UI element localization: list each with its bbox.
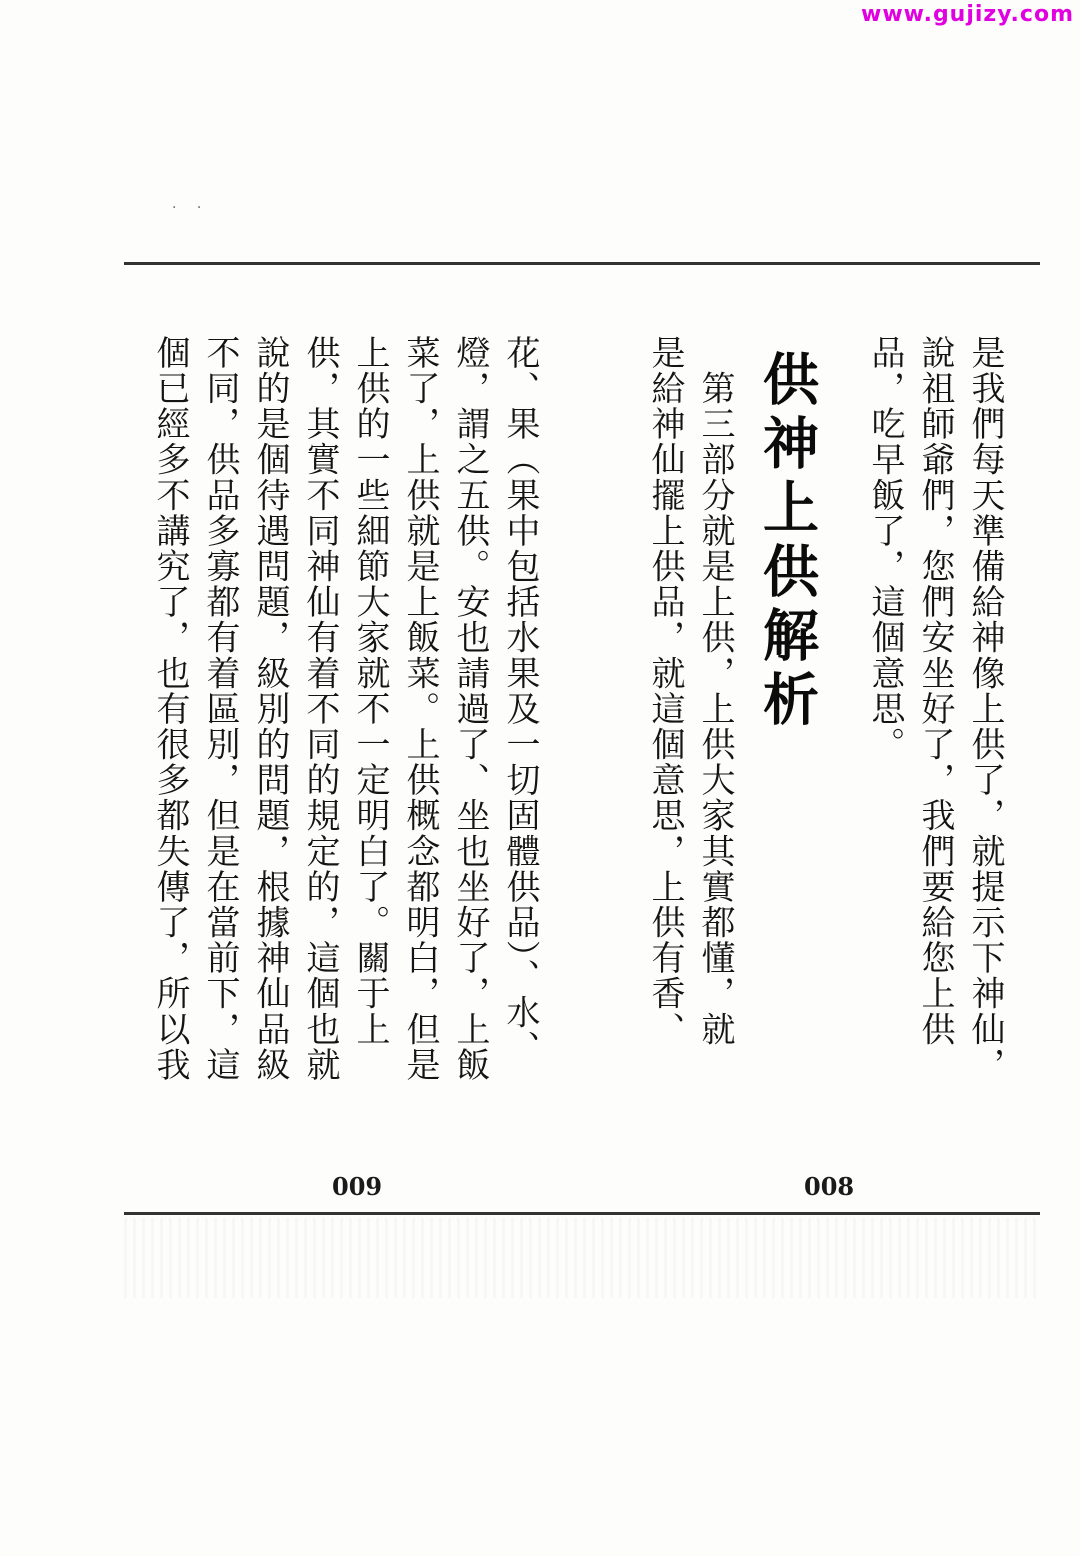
scan-specks: · · (172, 200, 210, 216)
text-line: 品，吃早飯了，這個意思。 (865, 335, 905, 763)
text-line: 個已經多不講究了，也有很多都失傳了，所以我 (150, 335, 190, 1083)
top-rule (124, 262, 1040, 265)
section-heading: 供神上供解析 (754, 350, 820, 734)
text-line: 燈，謂之五供。安也請過了、坐也坐好了，上飯 (450, 335, 490, 1083)
text-line: 說祖師爺們，您們安坐好了，我們要給您上供 (915, 335, 955, 1047)
text-line: 不同，供品多寡都有着區別，但是在當前下，這 (200, 335, 240, 1083)
text-line: 是我們每天準備給神像上供了，就提示下神仙， (965, 335, 1005, 1083)
text-line: 花、果（果中包括水果及一切固體供品）、水、 (500, 335, 540, 1066)
bottom-rule (124, 1212, 1040, 1215)
page-number: 008 (804, 1172, 855, 1201)
watermark-text: www.gujizy.com (861, 2, 1074, 27)
text-line: 是給神仙擺上供品，就這個意思，上供有香、 (645, 335, 685, 1047)
page-number: 009 (332, 1172, 383, 1201)
text-line: 上供的一些細節大家就不一定明白了。關于上 (350, 335, 390, 1047)
scan-noise (124, 1218, 1040, 1298)
text-line: 菜了，上供就是上飯菜。上供概念都明白，但是 (400, 335, 440, 1083)
text-line: 第三部分就是上供，上供大家其實都懂，就 (695, 335, 735, 1047)
text-line: 供，其實不同神仙有着不同的規定的，這個也就 (300, 335, 340, 1083)
text-line: 說的是個待遇問題，級別的問題，根據神仙品級 (250, 335, 290, 1083)
